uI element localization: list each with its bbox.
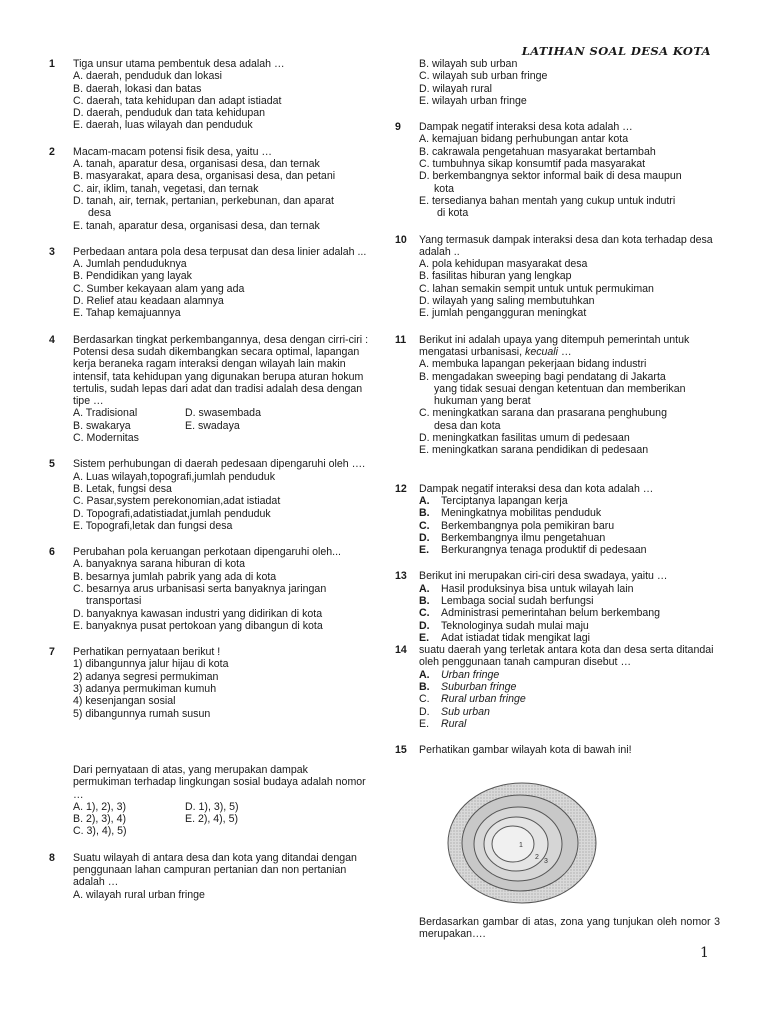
option-d xyxy=(419,706,720,718)
question-stem: Sistem perhubungan di daerah pedesaan dipengaruhi oleh …. xyxy=(73,458,366,471)
zone-ring-1 xyxy=(492,826,534,862)
option-letter: A. xyxy=(419,494,430,507)
option-d-continued: kota xyxy=(434,182,455,195)
option-d: D. swasembada xyxy=(185,407,261,420)
option-c: C. Pasar,system perekonomian,adat istiadat xyxy=(73,495,281,508)
question-stem: Macam-macam potensi fisik desa, yaitu … xyxy=(73,145,272,158)
statement-item: 3) adanya permukiman kumuh xyxy=(73,683,217,696)
option-a: A. 1), 2), 3) xyxy=(73,800,126,813)
option-b: B. 2), 3), 4) xyxy=(73,813,126,826)
option-a: A. tanah, aparatur desa, organisasi desa, dan ternak xyxy=(73,158,320,171)
option-b xyxy=(419,681,720,693)
option-letter: E. xyxy=(419,631,430,644)
question-number: 9 xyxy=(395,121,401,134)
option-d: D. wilayah rural xyxy=(419,82,493,95)
option-text: Berkurangnya tenaga produktif di pedesaan xyxy=(441,544,647,557)
option-d: D. Relief atau keadaan alamnya xyxy=(73,295,224,308)
question-number: 15 xyxy=(395,744,407,757)
option-b-continued: hukuman yang berat xyxy=(434,395,531,408)
question-12 xyxy=(395,483,720,557)
option-c: C. wilayah sub urban fringe xyxy=(419,70,548,83)
option-b xyxy=(419,595,720,607)
option-e: E. banyaknya pusat pertokoan yang dibangun di kota xyxy=(73,619,323,632)
page-title: LATIHAN SOAL DESA KOTA xyxy=(521,44,711,58)
question-number: 6 xyxy=(49,546,55,559)
option-b xyxy=(419,507,720,519)
option-b: B. Letak, fungsi desa xyxy=(73,482,172,495)
option-letter: D. xyxy=(419,531,430,544)
option-row xyxy=(73,420,369,432)
question-number: 14 xyxy=(395,644,407,657)
option-e xyxy=(419,544,720,556)
option-c-continued: desa dan kota xyxy=(434,419,501,432)
question-number: 2 xyxy=(49,145,55,158)
option-c: C. 3), 4), 5) xyxy=(73,825,127,838)
option-d: D. tanah, air, ternak, pertanian, perkebunan, dan aparat xyxy=(73,194,334,207)
option-text: Berkembangnya pola pemikiran baru xyxy=(441,519,615,532)
option-c: C. tumbuhnya sikap konsumtif pada masyarakat xyxy=(419,158,646,171)
option-d: D. meningkatkan fasilitas umum di pedesaan xyxy=(419,432,630,445)
question-stem: Dampak negatif interaksi desa dan kota adalah … xyxy=(419,482,654,495)
option-e: E. Tahap kemajuannya xyxy=(73,307,181,320)
option-e: E. Topografi,letak dan fungsi desa xyxy=(73,519,233,532)
question-stem: Yang termasuk dampak interaksi desa dan kota terhadap desa adalah .. xyxy=(419,233,713,258)
option-e: E. meningkatkan sarana pendidikan di pedesaan xyxy=(419,444,649,457)
question-stem: Tiga unsur utama pembentuk desa adalah … xyxy=(73,58,285,70)
option-b: B. mengadakan sweeping bagi pendatang di Jakarta xyxy=(419,370,666,383)
option-a: A. pola kehidupan masyarakat desa xyxy=(419,258,588,271)
option-a xyxy=(419,583,720,595)
option-a: A. Tradisional xyxy=(73,407,138,420)
option-b: B. fasilitas hiburan yang lengkap xyxy=(419,270,572,283)
option-d: D. daerah, penduduk dan tata kehidupan xyxy=(73,107,266,120)
question-stem-2: Dari pernyataan di atas, yang merupakan dampak permukiman terhadap lingkungan sosial budaya adalah nomor … xyxy=(73,763,366,801)
option-e: E. daerah, luas wilayah dan penduduk xyxy=(73,119,253,132)
option-text: Adat istiadat tidak mengikat lagi xyxy=(441,631,590,644)
option-text: Rural xyxy=(441,717,467,730)
option-text: Lembaga social sudah berfungsi xyxy=(441,594,594,607)
question-stem: Dampak negatif interaksi desa kota adalah … xyxy=(419,121,633,134)
option-d xyxy=(419,532,720,544)
statement-item: 5) dibangunnya rumah susun xyxy=(73,707,211,720)
question-number: 10 xyxy=(395,233,407,246)
option-c: C. Sumber kekayaan alam yang ada xyxy=(73,282,245,295)
question-5 xyxy=(49,458,369,532)
option-b: B. besarnya jumlah pabrik yang ada di kota xyxy=(73,570,277,583)
option-text: Suburban fringe xyxy=(441,681,517,694)
option-letter: B. xyxy=(419,507,430,520)
option-row xyxy=(73,813,369,825)
question-11 xyxy=(395,334,720,457)
option-letter: C. xyxy=(419,693,430,706)
option-text: Urban fringe xyxy=(441,668,500,681)
question-stem: Perubahan pola keruangan perkotaan dipengaruhi oleh... xyxy=(73,546,341,559)
option-a: A. wilayah rural urban fringe xyxy=(73,888,205,901)
option-letter: D. xyxy=(419,619,430,632)
option-letter: A. xyxy=(419,582,430,595)
option-d: D. berkembangnya sektor informal baik di desa maupun xyxy=(419,170,682,183)
option-a: A. Luas wilayah,topografi,jumlah penduduk xyxy=(73,470,276,483)
option-b-continued: yang tidak sesuai dengan ketentuan dan memberikan xyxy=(434,382,686,395)
option-text: Berkembangnya ilmu pengetahuan xyxy=(441,531,606,544)
question-number: 13 xyxy=(395,570,407,583)
question-number: 7 xyxy=(49,646,55,659)
option-c: C. daerah, tata kehidupan dan adapt istiadat xyxy=(73,94,282,107)
zone-label-1: 1 xyxy=(519,842,523,849)
option-text: Sub urban xyxy=(441,705,490,718)
option-c: C. Modernitas xyxy=(73,432,139,445)
option-d: D. wilayah yang saling membutuhkan xyxy=(419,295,595,308)
option-b: B. Pendidikan yang layak xyxy=(73,270,192,283)
option-text: Teknologinya sudah mulai maju xyxy=(441,619,589,632)
question-number: 1 xyxy=(49,58,55,70)
question-15 xyxy=(395,744,720,756)
question-number: 12 xyxy=(395,482,407,495)
option-e: E. 2), 4), 5) xyxy=(185,813,238,826)
option-b: B. swakarya xyxy=(73,419,131,432)
option-letter: C. xyxy=(419,607,430,620)
option-e xyxy=(419,632,720,644)
question-number: 4 xyxy=(49,333,55,346)
question-number: 11 xyxy=(395,333,407,346)
question-8-continued xyxy=(395,58,720,107)
option-e: E. jumlah pengangguran meningkat xyxy=(419,307,587,320)
option-letter: C. xyxy=(419,519,430,532)
question-13 xyxy=(395,570,720,644)
question-4 xyxy=(49,334,369,445)
option-letter: D. xyxy=(419,705,430,718)
option-text: Terciptanya lapangan kerja xyxy=(441,494,568,507)
question-stem: Perhatikan gambar wilayah kota di bawah ini! xyxy=(419,744,632,757)
question-number: 5 xyxy=(49,458,55,471)
option-a: A. daerah, penduduk dan lokasi xyxy=(73,70,223,83)
statement-item: 1) dibangunnya jalur hijau di kota xyxy=(73,658,229,671)
city-zone-diagram xyxy=(447,782,597,904)
question-number: 8 xyxy=(49,851,55,864)
question-stem: suatu daerah yang terletak antara kota dan desa serta ditandai oleh penggunaan tanah campuran disebut … xyxy=(419,644,714,669)
option-c: C. besarnya arus urbanisasi serta banyaknya jaringan xyxy=(73,582,327,595)
question-7 xyxy=(49,646,369,838)
right-column xyxy=(395,58,720,757)
question-2 xyxy=(49,146,369,232)
option-a: A. Jumlah penduduknya xyxy=(73,258,187,271)
option-row xyxy=(73,801,369,813)
option-d: D. banyaknya kawasan industri yang didirikan di kota xyxy=(73,607,323,620)
option-c: C. lahan semakin sempit untuk untuk permukiman xyxy=(419,282,654,295)
option-text: Rural urban fringe xyxy=(441,693,526,706)
question-stem: Perhatikan pernyataan berikut ! xyxy=(73,646,221,659)
option-a: A. kemajuan bidang perhubungan antar kota xyxy=(419,133,629,146)
question-8 xyxy=(49,852,369,901)
option-d-continued: desa xyxy=(88,207,111,220)
option-a xyxy=(419,495,720,507)
question-9 xyxy=(395,121,720,219)
option-letter: B. xyxy=(419,594,430,607)
option-a xyxy=(419,669,720,681)
question-1 xyxy=(49,58,369,132)
option-text: Meningkatnya mobilitas penduduk xyxy=(441,507,602,520)
option-letter: A. xyxy=(419,668,430,681)
question-stem: Berdasarkan tingkat perkembangannya, desa dengan cirri-ciri : Potensi desa sudah dikembangkan secara optimal, lapangan kerja beraneka ragam interaksi dengan wilayah lain makin intensif, tata kehidupan yang digunakan berupa aturan hokum tertulis, sudah lepas dari adat dan tradisi adalah desa dengan tipe … xyxy=(73,333,369,408)
option-d: D. 1), 3), 5) xyxy=(185,800,239,813)
question-stem: Suatu wilayah di antara desa dan kota yang ditandai dengan penggunaan lahan campuran pertanian dan non pertanian adalah … xyxy=(73,851,357,889)
question-15-stem-2: Berdasarkan gambar di atas, zona yang tunjukan oleh nomor 3 merupakan…. xyxy=(419,916,720,941)
option-b: B. cakrawala pengetahuan masyarakat bertambah xyxy=(419,145,656,158)
option-a: A. banyaknya sarana hiburan di kota xyxy=(73,558,245,571)
zone-label-2: 2 xyxy=(535,854,539,861)
question-stem-emphasis: kecuali xyxy=(525,345,558,358)
option-text: Hasil produksinya bisa untuk wilayah lain xyxy=(441,582,634,595)
option-e-continued: di kota xyxy=(437,207,469,220)
option-e: E. tersedianya bahan mentah yang cukup untuk indutri xyxy=(419,194,676,207)
option-row xyxy=(73,407,369,419)
question-stem: Berikut ini merupakan ciri-ciri desa swadaya, yaitu … xyxy=(419,570,668,583)
option-b: B. daerah, lokasi dan batas xyxy=(73,82,202,95)
option-letter: B. xyxy=(419,681,430,694)
option-letter: E. xyxy=(419,717,430,730)
option-c xyxy=(419,693,720,705)
option-b: B. wilayah sub urban xyxy=(419,58,518,70)
statement-item: 4) kesenjangan sosial xyxy=(73,695,176,708)
option-c xyxy=(419,607,720,619)
option-e xyxy=(419,718,720,730)
option-e: E. swadaya xyxy=(185,419,240,432)
option-e: E. tanah, aparatur desa, organisasi desa, dan ternak xyxy=(73,219,320,232)
page-number: 1 xyxy=(700,945,709,961)
option-text: Administrasi pemerintahan belum berkembang xyxy=(441,607,661,620)
question-stem: Perbedaan antara pola desa terpusat dan desa linier adalah ... xyxy=(73,245,367,258)
question-6 xyxy=(49,546,369,632)
option-letter: E. xyxy=(419,544,430,557)
statement-item: 2) adanya segresi permukiman xyxy=(73,670,219,683)
question-number: 3 xyxy=(49,245,55,258)
zone-label-3: 3 xyxy=(544,858,548,865)
left-column xyxy=(49,58,369,901)
option-e: E. wilayah urban fringe xyxy=(419,94,527,107)
question-stem: Berikut ini adalah upaya yang ditempuh pemerintah untuk mengatasi urbanisasi, kecuali … xyxy=(419,333,690,358)
question-3 xyxy=(49,246,369,320)
option-a: A. membuka lapangan pekerjaan bidang industri xyxy=(419,358,647,371)
option-c: C. meningkatkan sarana dan prasarana penghubung xyxy=(419,407,667,420)
option-b: B. masyarakat, apara desa, organisasi desa, dan petani xyxy=(73,170,336,183)
question-10 xyxy=(395,234,720,320)
option-d: D. Topografi,adatistiadat,jumlah penduduk xyxy=(73,507,271,520)
option-c xyxy=(419,520,720,532)
question-14 xyxy=(395,644,720,730)
option-d xyxy=(419,620,720,632)
option-c-continued: transportasi xyxy=(86,595,142,608)
question-stem-text: Berikut ini adalah upaya yang ditempuh pemerintah untuk mengatasi urbanisasi, xyxy=(419,333,690,358)
option-c: C. air, iklim, tanah, vegetasi, dan ternak xyxy=(73,182,259,195)
